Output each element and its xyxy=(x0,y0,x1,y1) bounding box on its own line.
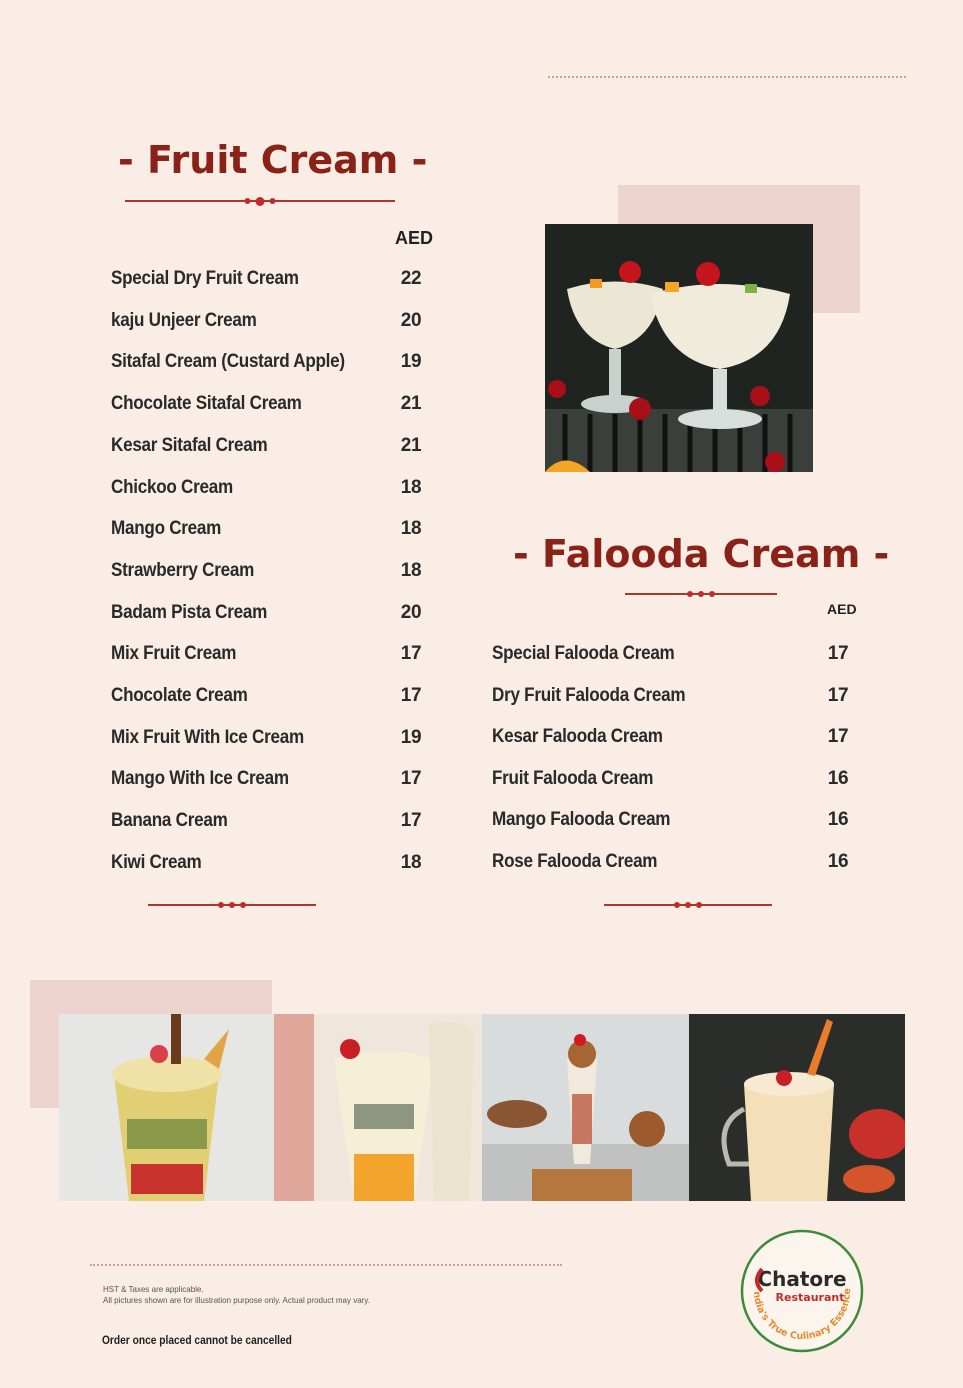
falooda-cream-menu-item xyxy=(492,805,858,835)
footer-notes xyxy=(103,1284,523,1306)
picture-disclaimer-note: All pictures shown are for illustration purpose only. Actual product may vary. xyxy=(103,1296,370,1305)
fruit-cream-item-price: 18 xyxy=(400,476,422,498)
fruit-cream-menu-item xyxy=(111,681,431,711)
fruit-cream-item-name: Mix Fruit With Ice Cream xyxy=(111,726,304,748)
fruit-cream-menu-item xyxy=(111,764,431,794)
fruit-cream-menu-item xyxy=(111,431,431,461)
fruit-cream-menu-item xyxy=(111,848,431,878)
footer-dotted-rule xyxy=(90,1264,562,1266)
fruit-cream-item-name: Banana Cream xyxy=(111,810,228,832)
fruit-cream-menu-item xyxy=(111,347,431,377)
falooda-cream-item-price: 16 xyxy=(827,767,849,789)
fruit-cream-item-price: 21 xyxy=(400,393,422,415)
falooda-cream-item-price: 17 xyxy=(827,684,849,706)
fruit-cream-menu-item xyxy=(111,389,431,419)
logo-subtitle: Restaurant xyxy=(775,1291,845,1304)
fruit-cream-item-name: Kiwi Cream xyxy=(111,851,202,873)
fruit-cream-item-price: 17 xyxy=(400,685,422,706)
fruit-cream-item-name: Badam Pista Cream xyxy=(111,601,268,623)
falooda-cream-menu-item xyxy=(492,847,858,877)
fruit-cream-menu-item xyxy=(111,806,431,836)
falooda-cream-menu-list xyxy=(492,639,858,899)
fruit-cream-item-name: Chocolate Cream xyxy=(111,685,248,706)
fruit-cream-item-name: Special Dry Fruit Cream xyxy=(111,268,299,289)
fruit-cream-item-price: 20 xyxy=(400,309,422,331)
fruit-cream-item-name: kaju Unjeer Cream xyxy=(111,309,257,331)
fruit-cream-item-price: 17 xyxy=(400,810,422,832)
falooda-cream-item-name: Fruit Falooda Cream xyxy=(492,767,654,789)
fruit-cream-menu-item xyxy=(111,556,431,586)
fruit-cream-item-name: Mango Cream xyxy=(111,518,222,540)
svg-text:Chatore: Chatore xyxy=(757,1267,847,1291)
falooda-cream-currency-header: AED xyxy=(827,601,857,617)
fruit-cream-currency-header: AED xyxy=(395,228,434,248)
fruit-cream-menu-item xyxy=(111,639,431,669)
fruit-cream-item-name: Chocolate Sitafal Cream xyxy=(111,393,302,415)
falooda-photo-3 xyxy=(482,1014,689,1201)
logo-tagline: ndia's True Culinary Essence xyxy=(750,1288,854,1343)
fruit-cream-menu-item xyxy=(111,723,431,753)
fruit-cream-item-price: 17 xyxy=(400,643,422,665)
falooda-cream-menu-item xyxy=(492,722,858,752)
tax-note: HST & Taxes are applicable. xyxy=(103,1285,204,1294)
falooda-cream-item-price: 17 xyxy=(827,643,849,664)
falooda-cream-menu-item xyxy=(492,639,858,669)
falooda-cream-title-divider xyxy=(625,589,777,599)
falooda-photo-2 xyxy=(274,1014,482,1201)
falooda-cream-item-price: 17 xyxy=(827,726,849,748)
falooda-cream-item-name: Mango Falooda Cream xyxy=(492,809,671,831)
restaurant-logo xyxy=(740,1229,864,1353)
fruit-cream-item-price: 22 xyxy=(400,268,422,289)
falooda-cream-bottom-divider xyxy=(604,900,772,910)
fruit-cream-item-name: Strawberry Cream xyxy=(111,559,255,581)
fruit-cream-item-name: Sitafal Cream (Custard Apple) xyxy=(111,351,345,373)
falooda-cream-item-name: Special Falooda Cream xyxy=(492,643,675,664)
fruit-cream-item-price: 18 xyxy=(400,559,422,581)
falooda-photo-4 xyxy=(689,1014,905,1201)
falooda-cream-menu-item xyxy=(492,681,858,711)
falooda-cream-title: - Falooda Cream - xyxy=(513,532,890,576)
falooda-photo-1 xyxy=(59,1014,274,1201)
fruit-cream-item-name: Mix Fruit Cream xyxy=(111,643,237,665)
fruit-cream-item-name: Mango With Ice Cream xyxy=(111,768,289,790)
fruit-cream-menu-item xyxy=(111,306,431,336)
falooda-cream-menu-item xyxy=(492,764,858,794)
falooda-cream-item-name: Dry Fruit Falooda Cream xyxy=(492,684,686,706)
falooda-cream-item-name: Rose Falooda Cream xyxy=(492,851,658,872)
fruit-cream-photo xyxy=(545,224,813,472)
fruit-cream-menu-item xyxy=(111,264,431,294)
falooda-cream-item-name: Kesar Falooda Cream xyxy=(492,726,663,748)
falooda-cream-item-price: 16 xyxy=(827,809,849,831)
fruit-cream-menu-list xyxy=(111,264,431,884)
fruit-cream-item-name: Kesar Sitafal Cream xyxy=(111,434,268,456)
fruit-cream-item-price: 20 xyxy=(400,601,422,623)
top-dotted-rule xyxy=(548,76,906,78)
fruit-cream-title: - Fruit Cream - xyxy=(118,138,428,182)
fruit-cream-menu-item xyxy=(111,473,431,503)
fruit-cream-item-price: 18 xyxy=(400,518,422,540)
fruit-cream-menu-item xyxy=(111,598,431,628)
fruit-cream-title-divider xyxy=(125,196,395,206)
fruit-cream-bottom-divider xyxy=(148,900,316,910)
fruit-cream-item-price: 18 xyxy=(400,851,422,873)
fruit-cream-menu-item xyxy=(111,514,431,544)
fruit-cream-item-price: 19 xyxy=(400,351,422,373)
falooda-cream-item-price: 16 xyxy=(827,851,849,872)
cancellation-note: Order once placed cannot be cancelled xyxy=(102,1333,292,1347)
fruit-cream-item-price: 17 xyxy=(400,768,422,790)
fruit-cream-item-price: 21 xyxy=(400,434,422,456)
fruit-cream-item-name: Chickoo Cream xyxy=(111,476,233,498)
fruit-cream-item-price: 19 xyxy=(400,726,422,748)
chatore-wordmark xyxy=(757,1267,846,1291)
